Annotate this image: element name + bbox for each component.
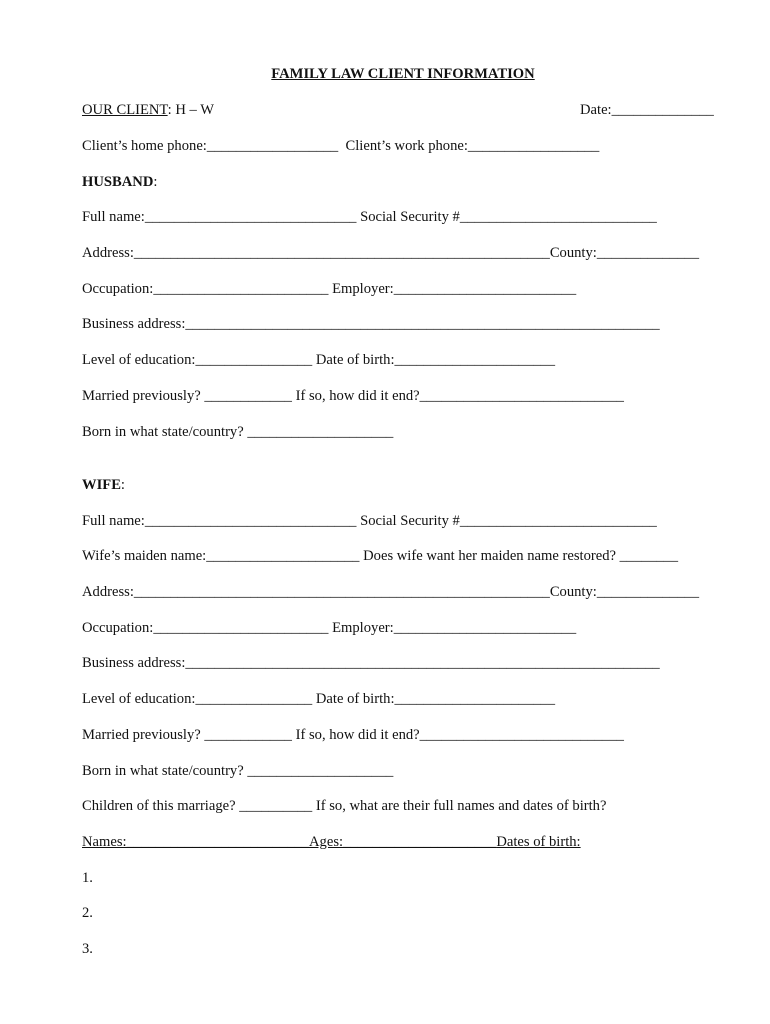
our-client-label: OUR CLIENT <box>82 102 168 118</box>
work-phone-field[interactable]: Client’s work phone:__________________ <box>345 138 600 154</box>
wife-maiden-row <box>82 547 678 565</box>
children-followup-text: If so, what are their full names and dates of birth? <box>315 798 607 814</box>
wife-business-address-field[interactable]: Business address:_________________________________________________________________ <box>82 655 660 671</box>
children-col-dob: Dates of birth: <box>496 834 581 850</box>
wife-maiden-restore-field[interactable]: Does wife want her maiden name restored? ________ <box>363 548 679 564</box>
husband-occupation-field[interactable]: Occupation:________________________ <box>82 281 329 297</box>
wife-heading-colon: : <box>120 477 125 493</box>
children-question-field[interactable]: Children of this marriage? __________ <box>82 798 313 814</box>
wife-occupation-field[interactable]: Occupation:________________________ <box>82 620 329 636</box>
husband-address-row <box>82 244 699 262</box>
wife-employer-field[interactable]: Employer:_________________________ <box>332 620 577 636</box>
wife-heading-text: WIFE <box>82 477 121 493</box>
husband-heading-colon: : <box>153 174 158 190</box>
child-item-1[interactable]: 1. <box>82 870 93 886</box>
husband-dob-field[interactable]: Date of birth:______________________ <box>315 352 556 368</box>
wife-education-row <box>82 690 555 708</box>
wife-full-name-field[interactable]: Full name:_____________________________ <box>82 513 357 529</box>
wife-dob-field[interactable]: Date of birth:______________________ <box>315 691 556 707</box>
phone-row <box>82 137 599 155</box>
wife-heading <box>82 476 125 494</box>
husband-full-name-field[interactable]: Full name:_____________________________ <box>82 209 357 225</box>
husband-married-previously-field[interactable]: Married previously? ____________ <box>82 388 292 404</box>
wife-ssn-field[interactable]: Social Security #___________________________ <box>360 513 657 529</box>
husband-how-end-field[interactable]: If so, how did it end?____________________________ <box>295 388 624 404</box>
husband-married-row <box>82 387 624 405</box>
child-item-3[interactable]: 3. <box>82 941 93 957</box>
husband-ssn-field[interactable]: Social Security #___________________________ <box>360 209 657 225</box>
wife-maiden-name-field[interactable]: Wife’s maiden name:_____________________ <box>82 548 360 564</box>
children-columns-header <box>82 833 581 851</box>
wife-education-field[interactable]: Level of education:________________ <box>82 691 313 707</box>
child-item-2[interactable]: 2. <box>82 905 93 921</box>
wife-born-field[interactable]: Born in what state/country? ____________________ <box>82 763 394 779</box>
husband-education-row <box>82 351 555 369</box>
wife-married-row <box>82 726 624 744</box>
our-client-value: : H – W <box>167 102 214 118</box>
wife-occupation-row <box>82 619 576 637</box>
husband-heading <box>82 173 157 191</box>
wife-address-field[interactable]: Address:_________________________________________________________ <box>82 584 550 600</box>
husband-education-field[interactable]: Level of education:________________ <box>82 352 313 368</box>
form-title: FAMILY LAW CLIENT INFORMATION <box>271 66 535 82</box>
wife-address-row <box>82 583 699 601</box>
children-col-ages: Ages:_____________________ <box>309 834 497 850</box>
children-col-names: Names:_________________________ <box>82 834 310 850</box>
husband-occupation-row <box>82 280 576 298</box>
husband-county-field[interactable]: County:______________ <box>549 245 699 261</box>
wife-how-end-field[interactable]: If so, how did it end?____________________________ <box>295 727 624 743</box>
children-row <box>82 797 606 815</box>
wife-married-previously-field[interactable]: Married previously? ____________ <box>82 727 292 743</box>
husband-address-field[interactable]: Address:_________________________________________________________ <box>82 245 550 261</box>
our-client-row <box>82 101 214 119</box>
husband-business-address-field[interactable]: Business address:_________________________________________________________________ <box>82 316 660 332</box>
home-phone-field[interactable]: Client’s home phone:__________________ <box>82 138 339 154</box>
husband-heading-text: HUSBAND <box>82 174 154 190</box>
wife-county-field[interactable]: County:______________ <box>549 584 699 600</box>
husband-born-field[interactable]: Born in what state/country? ____________________ <box>82 424 394 440</box>
husband-employer-field[interactable]: Employer:_________________________ <box>332 281 577 297</box>
date-field[interactable]: Date:______________ <box>580 102 714 118</box>
husband-name-row <box>82 208 657 226</box>
wife-name-row <box>82 512 657 530</box>
